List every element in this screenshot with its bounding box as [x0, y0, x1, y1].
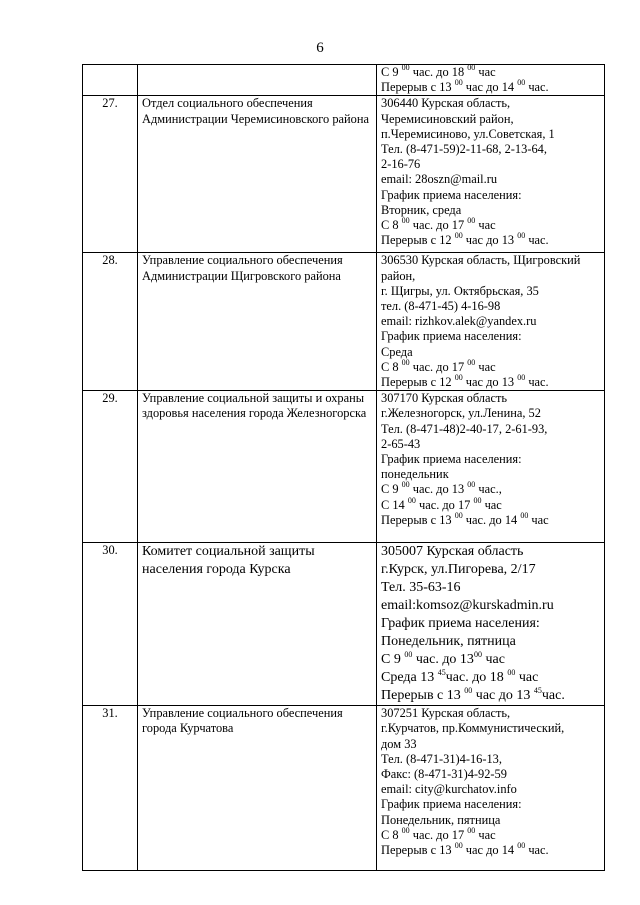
time-superscript: 00 — [454, 373, 463, 383]
time-superscript: 00 — [517, 78, 526, 88]
table-row — [83, 706, 605, 871]
contact-line — [381, 203, 600, 218]
contact-text: Понедельник, пятница — [381, 812, 501, 827]
time-superscript: 00 — [517, 231, 526, 241]
time-superscript: 00 — [464, 686, 473, 696]
row-number — [83, 65, 138, 96]
contact-line — [381, 157, 600, 172]
row-number: 29. — [83, 391, 138, 543]
contact-line — [381, 633, 600, 651]
contact-text: п.Черемисиново, ул.Советская, 1 — [381, 126, 555, 141]
contact-line — [381, 813, 600, 828]
contact-text: С 9 — [381, 652, 405, 668]
contact-text: Перерыв с 13 — [381, 80, 455, 95]
contact-line — [381, 651, 600, 669]
contact-text: С 8 — [381, 218, 402, 233]
contact-text: График приема населения: — [381, 329, 522, 344]
contact-info — [377, 253, 605, 391]
contact-text: Тел. (8-471-31)4-16-13, — [381, 751, 502, 766]
time-superscript: 00 — [507, 668, 516, 678]
time-superscript: 00 — [473, 495, 482, 505]
contact-text: час. до 13 — [412, 652, 474, 668]
contact-text: г.Курчатов, пр.Коммунистический, — [381, 721, 565, 736]
contact-text: час. до 17 — [409, 218, 468, 233]
contact-info — [377, 65, 605, 96]
contact-text: Тел. 35-63-16 — [381, 580, 461, 596]
contact-line — [381, 284, 600, 299]
organization-name: Управление социального обеспечения города Курчатова — [138, 706, 377, 871]
contact-line — [381, 345, 600, 360]
contact-text: час — [475, 65, 496, 79]
contact-text: Перерыв с 13 — [381, 688, 465, 704]
contact-text: email: 28oszn@mail.ru — [381, 172, 498, 187]
contact-text: Перерыв с 12 — [381, 233, 455, 248]
contact-line — [381, 314, 600, 329]
contact-text: час — [475, 827, 496, 842]
time-superscript: 00 — [404, 650, 413, 660]
contact-line — [381, 299, 600, 314]
contact-text: Понедельник, пятница — [381, 634, 516, 650]
contact-info — [377, 706, 605, 871]
contact-text: График приема населения: — [381, 452, 522, 467]
contact-line — [381, 543, 600, 561]
contact-text: С 9 — [381, 482, 402, 497]
contact-text: 307251 Курская область, — [381, 706, 511, 721]
contact-line — [381, 561, 600, 579]
table-row — [83, 65, 605, 96]
contact-text: 2-65-43 — [381, 436, 421, 451]
contact-text: 307170 Курская область — [381, 391, 508, 406]
contact-line — [381, 406, 600, 421]
contact-text: С 8 — [381, 827, 402, 842]
contact-line — [381, 687, 600, 705]
contact-text: Перерыв с 12 — [381, 375, 455, 390]
contact-line — [381, 188, 600, 203]
contact-text: email:komsoz@kurskadmin.ru — [381, 598, 554, 614]
contact-line — [381, 452, 600, 467]
contact-text: час. до 14 — [462, 512, 521, 527]
contact-text: час — [515, 670, 539, 686]
contact-info — [377, 96, 605, 253]
contact-line — [381, 737, 600, 752]
contact-text: час — [481, 652, 505, 668]
contact-line — [381, 782, 600, 797]
contact-line — [381, 357, 600, 375]
time-superscript: 00 — [401, 216, 410, 226]
contact-line — [381, 329, 600, 344]
contact-line — [381, 721, 600, 736]
organization-name: Отдел социального обеспечения Администрации Черемисиновского района — [138, 96, 377, 253]
contact-line — [381, 96, 600, 111]
contact-text: email: rizhkov.alek@yandex.ru — [381, 314, 537, 329]
time-superscript: 00 — [454, 510, 463, 520]
contact-text: С 9 — [381, 65, 402, 79]
table-row — [83, 391, 605, 543]
social-services-table — [82, 64, 605, 871]
time-superscript: 45 — [533, 686, 542, 696]
contact-text: час. — [541, 688, 565, 704]
contact-text: час. — [525, 375, 549, 390]
time-superscript: 00 — [467, 825, 476, 835]
contact-text: час. до 17 — [415, 497, 474, 512]
time-superscript: 00 — [517, 373, 526, 383]
contact-text: час. до 13 — [409, 482, 468, 497]
contact-text: район, — [381, 268, 416, 283]
contact-text: час. до 18 — [445, 670, 508, 686]
time-superscript: 00 — [401, 480, 410, 490]
page-number: 6 — [316, 40, 324, 56]
contact-line — [381, 112, 600, 127]
contact-text: час до 13 — [462, 233, 518, 248]
contact-line — [381, 597, 600, 615]
contact-info — [377, 543, 605, 706]
time-superscript: 00 — [467, 63, 476, 72]
contact-text: час до 13 — [472, 688, 534, 704]
contact-text: час до 14 — [462, 843, 518, 858]
contact-text: 2-16-76 — [381, 157, 421, 172]
row-number: 28. — [83, 253, 138, 391]
contact-line — [381, 127, 600, 142]
contact-text: час., — [475, 482, 502, 497]
contact-line — [381, 706, 600, 721]
contact-text: г. Щигры, ул. Октябрьская, 35 — [381, 283, 539, 298]
contact-text: Среда 13 — [381, 670, 438, 686]
time-superscript: 00 — [517, 841, 526, 851]
contact-line — [381, 253, 600, 268]
contact-text: час. до 17 — [409, 827, 468, 842]
time-superscript: 00 — [401, 63, 410, 72]
contact-line — [381, 752, 600, 767]
time-superscript: 00 — [401, 825, 410, 835]
contact-line — [381, 218, 600, 233]
contact-line — [381, 843, 600, 858]
contact-text: Перерыв с 13 — [381, 512, 455, 527]
contact-line — [381, 142, 600, 157]
organization-name — [138, 65, 377, 96]
contact-text: дом 33 — [381, 736, 417, 751]
contact-line — [381, 579, 600, 597]
contact-text: 306530 Курская область, Щигровский — [381, 253, 581, 268]
organization-name: Управление социальной защиты и охраны здоровья населения города Железногорска — [138, 391, 377, 543]
time-superscript: 00 — [454, 231, 463, 241]
contact-text: час. до 18 — [409, 65, 468, 79]
contact-line — [381, 375, 600, 390]
table-row — [83, 543, 605, 706]
contact-line — [381, 825, 600, 843]
contact-text: Перерыв с 13 — [381, 843, 455, 858]
row-number: 30. — [83, 543, 138, 706]
organization-name: Управление социального обеспечения Администрации Щигровского района — [138, 253, 377, 391]
contact-text: email: city@kurchatov.info — [381, 782, 517, 797]
contact-text: час. до 17 — [409, 359, 468, 374]
row-number: 27. — [83, 96, 138, 253]
time-superscript: 00 — [407, 495, 416, 505]
contact-line — [381, 495, 600, 513]
contact-line — [381, 510, 600, 528]
contact-text: час до 13 — [462, 375, 518, 390]
contact-text: С 8 — [381, 359, 402, 374]
contact-text: час до 14 — [462, 80, 518, 95]
contact-text: час. — [525, 80, 549, 95]
row-number: 31. — [83, 706, 138, 871]
time-superscript: 00 — [454, 841, 463, 851]
contact-text: Среда — [381, 344, 413, 359]
contact-info — [377, 391, 605, 543]
contact-line — [381, 767, 600, 782]
contact-line — [381, 437, 600, 452]
contact-text: Тел. (8-471-48)2-40-17, 2-61-93, — [381, 421, 548, 436]
time-superscript: 00 — [467, 216, 476, 226]
contact-text: понедельник — [381, 467, 449, 482]
contact-text: Тел. (8-471-59)2-11-68, 2-13-64, — [381, 142, 547, 157]
contact-text: час — [475, 218, 496, 233]
contact-text: час. — [525, 843, 549, 858]
contact-text: Черемисиновский район, — [381, 111, 514, 126]
time-superscript: 00 — [520, 510, 529, 520]
contact-line — [381, 797, 600, 812]
contact-line — [381, 467, 600, 482]
contact-text: час — [481, 497, 502, 512]
contact-line — [381, 422, 600, 437]
time-superscript: 00 — [467, 480, 476, 490]
contact-line — [381, 391, 600, 406]
contact-text: г.Железногорск, ул.Ленина, 52 — [381, 406, 541, 421]
contact-line — [381, 615, 600, 633]
contact-line — [381, 65, 600, 80]
contact-line — [381, 669, 600, 687]
contact-text: 305007 Курская область — [381, 544, 524, 560]
table-row — [83, 253, 605, 391]
organization-name: Комитет социальной защиты населения города Курска — [138, 543, 377, 706]
time-superscript: 00 — [467, 357, 476, 367]
contact-text: График приема населения: — [381, 187, 522, 202]
time-superscript: 00 — [454, 78, 463, 88]
contact-text: час — [475, 359, 496, 374]
time-superscript: 00 — [473, 650, 482, 660]
time-superscript: 00 — [401, 357, 410, 367]
contact-line — [381, 172, 600, 187]
contact-text: тел. (8-471-45) 4-16-98 — [381, 299, 501, 314]
contact-text: Вторник, среда — [381, 202, 462, 217]
contact-text: час. — [525, 233, 549, 248]
contact-text: С 14 — [381, 497, 408, 512]
contact-line — [381, 233, 600, 248]
contact-line — [381, 80, 600, 95]
contact-text: 306440 Курская область, — [381, 96, 511, 111]
contact-text: График приема населения: — [381, 797, 522, 812]
table-row — [83, 96, 605, 253]
time-superscript: 45 — [437, 668, 446, 678]
contact-text: час — [528, 512, 549, 527]
contact-text: Факс: (8-471-31)4-92-59 — [381, 767, 507, 782]
contact-text: График приема населения: — [381, 616, 540, 632]
contact-text: г.Курск, ул.Пигорева, 2/17 — [381, 562, 536, 578]
contact-line — [381, 269, 600, 284]
